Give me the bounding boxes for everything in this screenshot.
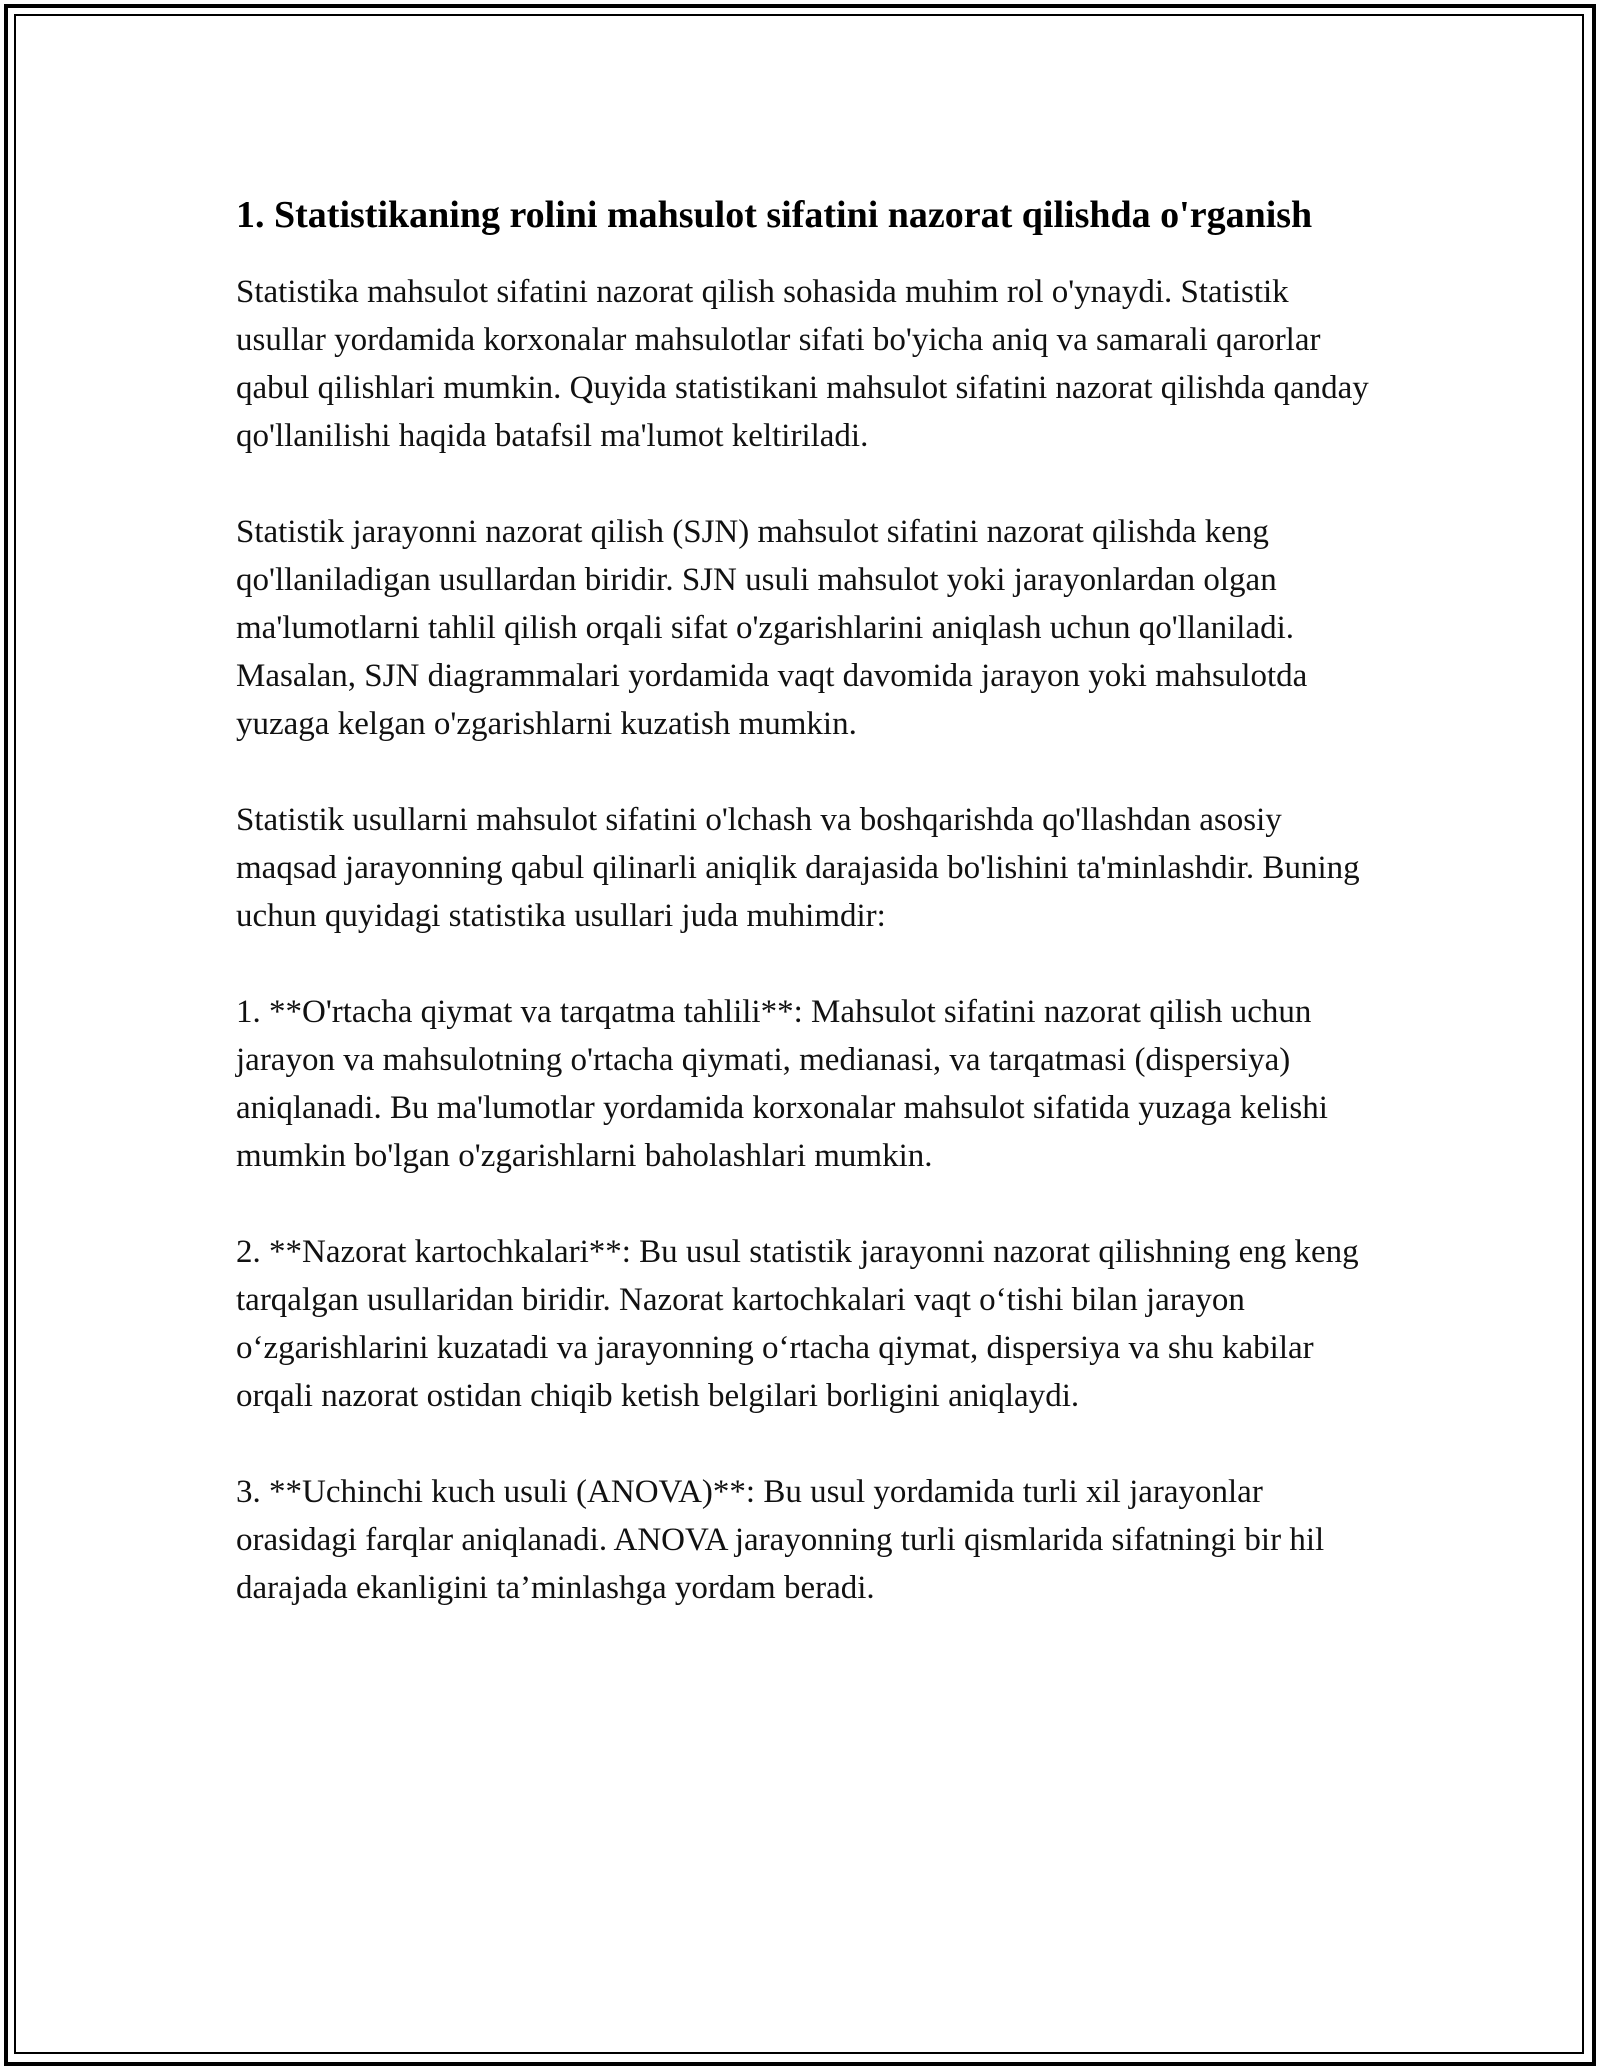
paragraph-methods-intro: Statistik usullarni mahsulot sifatini o'lchash va boshqarishda qo'llashdan asosiy maqsad jarayonning qabul qilinarli aniqlik darajasida bo'lishini ta'minlashdir. Buning uchun quyidagi statistika usullari juda muhimdir: (236, 802, 1360, 934)
document-title: 1. Statistikaning rolini mahsulot sifatini nazorat qilishda o'rganish (236, 194, 1313, 236)
document-body (236, 188, 1386, 1660)
list-item-mean-variance: 1. **O'rtacha qiymat va tarqatma tahlili**: Mahsulot sifatini nazorat qilish uchun jarayon va mahsulotning o'rtacha qiymati, medianasi, va tarqatmasi (dispersiya) aniqlanadi. Bu ma'lumotlar yordamida korxonalar mahsulot sifatida yuzaga kelishi mumkin bo'lgan o'zgarishlarni baholashlari mumkin. (236, 994, 1328, 1174)
paragraph-sjn: Statistik jarayonni nazorat qilish (SJN) mahsulot sifatini nazorat qilishda keng qo'llaniladigan usullardan biridir. SJN usuli mahsulot yoki jarayonlardan olgan ma'lumotlarni tahlil qilish orqali sifat o'zgarishlarini aniqlash uchun qo'llaniladi. Masalan, SJN diagrammalari yordamida vaqt davomida jarayon yoki mahsulotda yuzaga kelgan o'zgarishlarni kuzatish mumkin. (236, 514, 1308, 742)
list-item-control-charts: 2. **Nazorat kartochkalari**: Bu usul statistik jarayonni nazorat qilishning eng keng tarqalgan usullaridan biridir. Nazorat kartochkalari vaqt o‘tishi bilan jarayon o‘zgarishlarini kuzatadi va jarayonning o‘rtacha qiymat, dispersiya va shu kabilar orqali nazorat ostidan chiqib ketish belgilari borligini aniqlaydi. (236, 1234, 1359, 1414)
paragraph-intro: Statistika mahsulot sifatini nazorat qilish sohasida muhim rol o'ynaydi. Statistik usullar yordamida korxonalar mahsulotlar sifati bo'yicha aniq va samarali qarorlar qabul qilishlari mumkin. Quyida statistikani mahsulot sifatini nazorat qilishda qanday qo'llanilishi haqida batafsil ma'lumot keltiriladi. (236, 274, 1369, 454)
list-item-anova: 3. **Uchinchi kuch usuli (ANOVA)**: Bu usul yordamida turli xil jarayonlar orasidagi farqlar aniqlanadi. ANOVA jarayonning turli qismlarida sifatningi bir hil darajada ekanligini ta’minlashga yordam beradi. (236, 1474, 1325, 1606)
